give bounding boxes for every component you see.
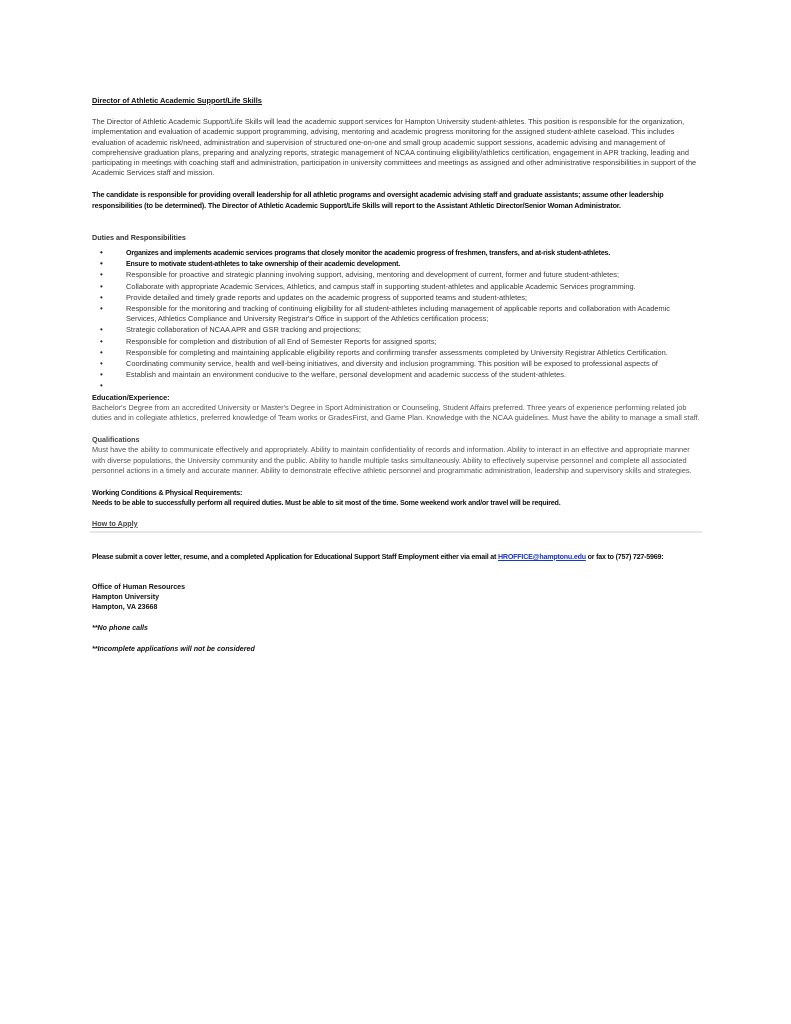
duty-item: • Responsible for completing and maintaining applicable eligibility reports and confirming transfer assessments completed by University Registrar Athletics Certification. (100, 347, 668, 357)
bullet-icon: • (100, 336, 103, 346)
mailing-address (92, 582, 702, 613)
qualifications-body: Must have the ability to communicate effectively and appropriately. Ability to maintain confidentiality of records and information. Ability to interact in an effective and appropriate manner with diverse populations, the University community and the public. Ability to handle multiple tasks simultaneously. Ability to effectively supervise personnel and complete all associated personnel actions in a timely and accurate manner. Ability to demonstrate effective athletic personnel and programmatic administration, leadership and supervisory skills and strategies. (92, 445, 692, 475)
duty-item: • Collaborate with appropriate Academic Services, Athletics, and campus staff in supporting student-athletes and applicable Academic Services programming. (100, 281, 636, 291)
education-body: Bachelor's Degree from an accredited University or Master's Degree in Sport Administration or Counseling, Student Affairs preferred. Three years of experience performing related job duties and in collegiate athletics, preferred knowledge of Team works or GradesFirst, and Game Plan. Knowledge with the NCAA guidelines. Must have the ability to manage a small staff. (92, 402, 700, 423)
duty-item: • Coordinating community service, health and well-being initiatives, and diversity and inclusion programming. This position will be exposed to professional aspects of (100, 359, 658, 369)
duty-item: • Provide detailed and timely grade reports and updates on the academic progress of supported teams and student-athletes; (100, 292, 527, 302)
qualifications-heading: Qualifications (92, 435, 140, 445)
working-conditions-heading: Working Conditions & Physical Requirements: (92, 488, 243, 498)
leadership-paragraph: The candidate is responsible for providing overall leadership for all athletic programs and oversight academic advising staff and graduate assistants; assume other leadership responsibilities (to be determined). The Director of Athletic Academic Support/Life Skills will report to the Assistant Athletic Director/Senior Woman Administrator. (92, 190, 664, 210)
duty-item: • Organizes and implements academic services programs that closely monitor the academic progress of freshmen, transfers, and at-risk student-athletes. (100, 248, 611, 258)
bullet-icon: • (100, 347, 103, 357)
how-to-apply-heading: How to Apply (92, 518, 138, 528)
address-line: Hampton University (92, 593, 160, 602)
duty-item: • Responsible for proactive and strategic planning involving support, advising, mentoring and development of current, former and future student-athletes; (100, 270, 619, 280)
incomplete-applications-note: **Incomplete applications will not be considered (92, 644, 255, 653)
hr-email-link[interactable]: HROFFICE@hamptonu.edu (498, 552, 586, 561)
bullet-icon: • (100, 381, 103, 391)
duty-item: • Responsible for completion and distribution of all End of Semester Reports for assigned sports; (100, 336, 437, 346)
no-phone-calls-note: **No phone calls (92, 623, 148, 632)
bullet-icon: • (100, 281, 103, 291)
address-line: Office of Human Resources (92, 582, 186, 591)
bullet-icon: • (100, 304, 103, 314)
duty-item-empty (100, 381, 702, 391)
duty-item: • Strategic collaboration of NCAA APR and GSR tracking and projections; (100, 325, 361, 335)
duty-item: • Establish and maintain an environment conducive to the welfare, personal development and academic success of the student-athletes. (100, 370, 567, 380)
bullet-icon: • (100, 259, 103, 269)
bullet-icon: • (100, 292, 103, 302)
bullet-icon: • (100, 359, 103, 369)
document-title: Director of Athletic Academic Support/Life Skills (92, 96, 262, 105)
job-posting-document (92, 96, 702, 665)
bullet-icon: • (100, 270, 103, 280)
working-conditions-body: Needs to be able to successfully perform all required duties. Must be able to sit most of the time. Some weekend work and/or travel will be required. (92, 499, 561, 508)
duty-item: • Responsible for the monitoring and tracking of continuing eligibility for all student-athletes including management of applicable reports and collaboration with Academic Services, Athletics Compliance and University Registrar's Office in support of the Athletics certification process; (100, 304, 670, 324)
duties-heading: Duties and Responsibilities (92, 232, 186, 242)
bullet-icon: • (100, 325, 103, 335)
section-divider (90, 531, 702, 533)
apply-instructions: Please submit a cover letter, resume, and a completed Application for Educational Support Staff Employment either via email at HROFFICE@hamptonu.edu or fax to (757) 727-5969: (92, 552, 664, 561)
bullet-icon: • (100, 248, 103, 258)
address-line: Hampton, VA 23668 (92, 603, 158, 612)
duties-list (92, 248, 702, 392)
duty-item: • Ensure to motivate student-athletes to take ownership of their academic development. (100, 259, 401, 269)
intro-paragraph: The Director of Athletic Academic Support/Life Skills will lead the academic support services for Hampton University student-athletes. This position is responsible for the organization, implementation and evaluation of academic support programming, advising, mentoring and academic progress monitoring for the assigned student-athlete caseload. This includes evaluation of academic risk/need, administration and supervision of structured one-on-one and small group academic support sessions, academic advising and management of comprehensive graduation plans, preparing and analyzing reports, strategic management of NCAA continuing eligibility/athletics certification, engagement in APR tracking, leading and participating in meetings with coaching staff and administration, participation in university committees and meetings as assigned and other administrative responsibilities in support of the Academic Services staff and mission. (92, 117, 697, 178)
education-heading: Education/Experience: (92, 392, 170, 402)
bullet-icon: • (100, 370, 103, 380)
